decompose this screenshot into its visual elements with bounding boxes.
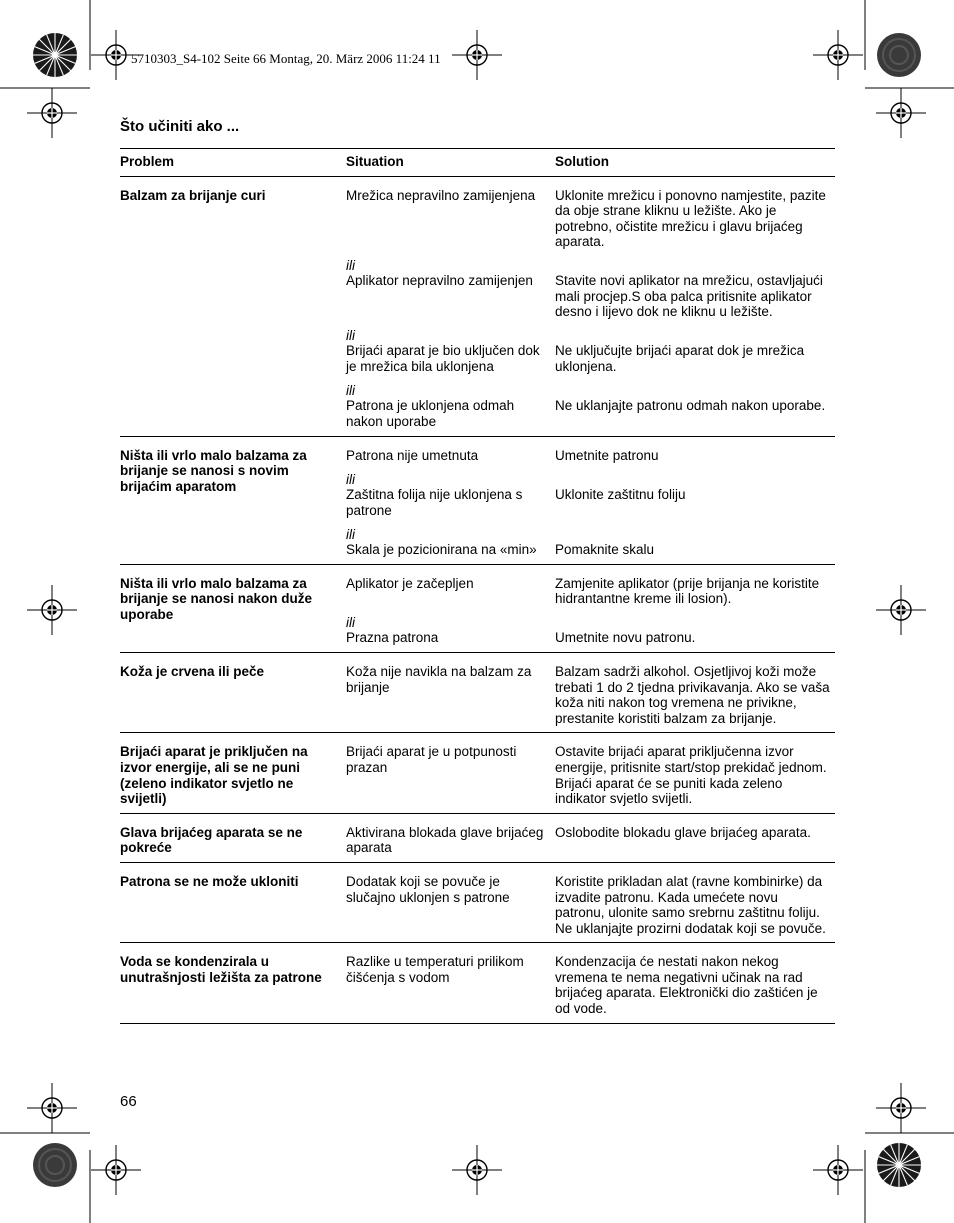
situation-entry [346,328,551,383]
page-number: 66 [120,1093,137,1110]
situation-text: Aplikator nepravilno zamijenjen [346,273,533,289]
column-header-solution: Solution [555,154,609,169]
page-title: Što učiniti ako ... [120,118,240,135]
situation-entry [346,258,551,328]
solution-cell [555,576,835,646]
situation-entry [346,664,551,726]
situation-cell [346,874,555,936]
print-header: 5710303_S4-102 Seite 66 Montag, 20. März 2006 11:24 11 [131,51,441,66]
situation-text: Patrona je uklonjena odmah nakon uporabe [346,398,515,429]
solution-text: Umetnite patronu [555,447,659,463]
situation-entry [346,383,551,430]
solution-entry [555,383,831,430]
solution-text: Ne uključujte brijaći aparat dok je mrežica uklonjena. [555,343,805,374]
situation-entry [346,954,551,1016]
solution-text: Ne uklanjajte patronu odmah nakon uporabe. [555,398,826,414]
solution-entry [555,328,831,383]
situation-text: Brijaći aparat je u potpunosti prazan [346,744,517,775]
solution-text: Pomaknite skalu [555,542,655,558]
connector-spacer [555,383,831,399]
table-row [120,652,835,732]
situation-text: Brijaći aparat je bio uključen dok je mrežica bila uklonjena [346,343,540,374]
solution-text: Zamjenite aplikator (prije brijanja ne koristite hidrantantne kreme ili losion). [555,575,820,607]
solution-text: Ostavite brijaći aparat priključenna izvor energije, pritisnite start/stop prekidač jednom. Brijaći aparat će se puniti kada zeleno indikator svjetlo svijetli. [555,744,827,807]
situation-entry [346,576,551,615]
connector-spacer [555,258,831,274]
solution-cell [555,954,835,1016]
solution-cell [555,825,835,856]
table-bottom-rule [120,1023,835,1024]
situation-text: Skala je pozicionirana na «min» [346,542,537,558]
table-row [120,813,835,862]
troubleshooting-table [120,148,835,1024]
solution-cell [555,874,835,936]
table-row [120,436,835,564]
situation-text: Mrežica nepravilno zamijenjena [346,187,536,203]
problem-cell: Balzam za brijanje curi [120,187,266,203]
table-body [120,176,835,1023]
situation-cell [346,825,555,856]
situation-text: Patrona nije umetnuta [346,447,479,463]
solution-text: Balzam sadrži alkohol. Osjetljivoj koži može trebati 1 do 2 tjedna privikavanja. Ako se vaša koža niti nakon tog vremena ne privikne, prestanite koristiti balzam za brijanje. [555,663,830,726]
situation-entry [346,825,551,856]
connector-spacer [555,615,831,631]
situation-entry [346,744,551,806]
connector-spacer [555,527,831,543]
solution-entry [555,188,831,258]
connector-spacer [555,472,831,488]
problem-cell: Ništa ili vrlo malo balzama za brijanje se nanosi s novim brijaćim aparatom [120,447,307,494]
solution-text: Kondenzacija će nestati nakon nekog vremena te nema negativni učinak na rad brijaćeg aparata. Elektronički dio zaštićen je od vode. [555,954,818,1017]
situation-text: Koža nije navikla na balzam za brijanje [346,663,532,695]
table-row [120,176,835,436]
situation-text: Aktivirana blokada glave brijaćeg aparata [346,824,544,856]
solution-entry [555,664,831,726]
solution-text: Koristite prikladan alat (ravne kombinirke) da izvadite patronu. Kada umećete novu patronu, ulonite samo srebrnu zaštitnu foliju. Ne uklanjajte prozirni dodatak koji se povuče. [555,873,826,936]
solution-entry [555,615,831,646]
solution-cell [555,448,835,558]
table-row [120,732,835,812]
solution-text: Uklonite zaštitnu foliju [555,487,686,503]
situation-cell [346,576,555,646]
or-connector: ili [346,526,355,542]
situation-entry [346,527,551,558]
solution-text: Uklonite mrežicu i ponovno namjestite, pazite da obje strane kliknu u ležište. Ako je potrebno, očistite mrežicu i glavu brijaćeg aparata. [555,187,826,250]
or-connector: ili [346,257,355,273]
solution-entry [555,527,831,558]
situation-cell [346,954,555,1016]
problem-cell: Patrona se ne može ukloniti [120,873,299,889]
or-connector: ili [346,471,355,487]
solution-entry [555,954,831,1016]
solution-entry [555,472,831,527]
connector-spacer [555,328,831,344]
table-header-row [120,148,835,176]
situation-entry [346,472,551,527]
problem-cell: Koža je crvena ili peče [120,663,265,679]
situation-cell [346,188,555,430]
solution-cell [555,744,835,806]
situation-cell [346,448,555,558]
situation-text: Razlike u temperaturi prilikom čišćenja s vodom [346,954,524,985]
situation-cell [346,664,555,726]
or-connector: ili [346,382,355,398]
situation-entry [346,615,551,646]
situation-text: Dodatak koji se povuče je slučajno uklonjen s patrone [346,873,510,905]
situation-text: Prazna patrona [346,630,439,646]
solution-entry [555,258,831,328]
or-connector: ili [346,327,355,343]
solution-entry [555,744,831,806]
situation-entry [346,188,551,258]
solution-cell [555,664,835,726]
situation-entry [346,874,551,936]
situation-text: Zaštitna folija nije uklonjena s patrone [346,487,523,518]
problem-cell: Glava brijaćeg aparata se ne pokreće [120,824,303,856]
solution-text: Umetnite novu patronu. [555,630,696,646]
situation-entry [346,448,551,472]
table-row [120,942,835,1022]
column-header-situation: Situation [346,154,404,169]
table-row [120,862,835,942]
solution-text: Stavite novi aplikator na mrežicu, ostavljajući mali procjep.S oba palca pritisnite aplikator desno i lijevo dok ne kliknu u ležište. [555,273,823,320]
problem-cell: Ništa ili vrlo malo balzama za brijanje se nanosi nakon duže uporabe [120,575,313,622]
solution-entry [555,825,831,856]
column-header-problem: Problem [120,154,175,169]
solution-cell [555,188,835,430]
problem-cell: Brijaći aparat je priključen na izvor energije, ali se ne puni (zeleno indikator svjetlo ne svijetli) [120,744,308,807]
situation-cell [346,744,555,806]
problem-cell: Voda se kondenzirala u unutrašnjosti ležišta za patrone [120,954,322,985]
solution-entry [555,448,831,472]
solution-entry [555,874,831,936]
solution-text: Oslobodite blokadu glave brijaćeg aparata. [555,824,811,840]
table-row [120,564,835,652]
or-connector: ili [346,614,355,630]
solution-entry [555,576,831,615]
situation-text: Aplikator je začepljen [346,575,474,591]
